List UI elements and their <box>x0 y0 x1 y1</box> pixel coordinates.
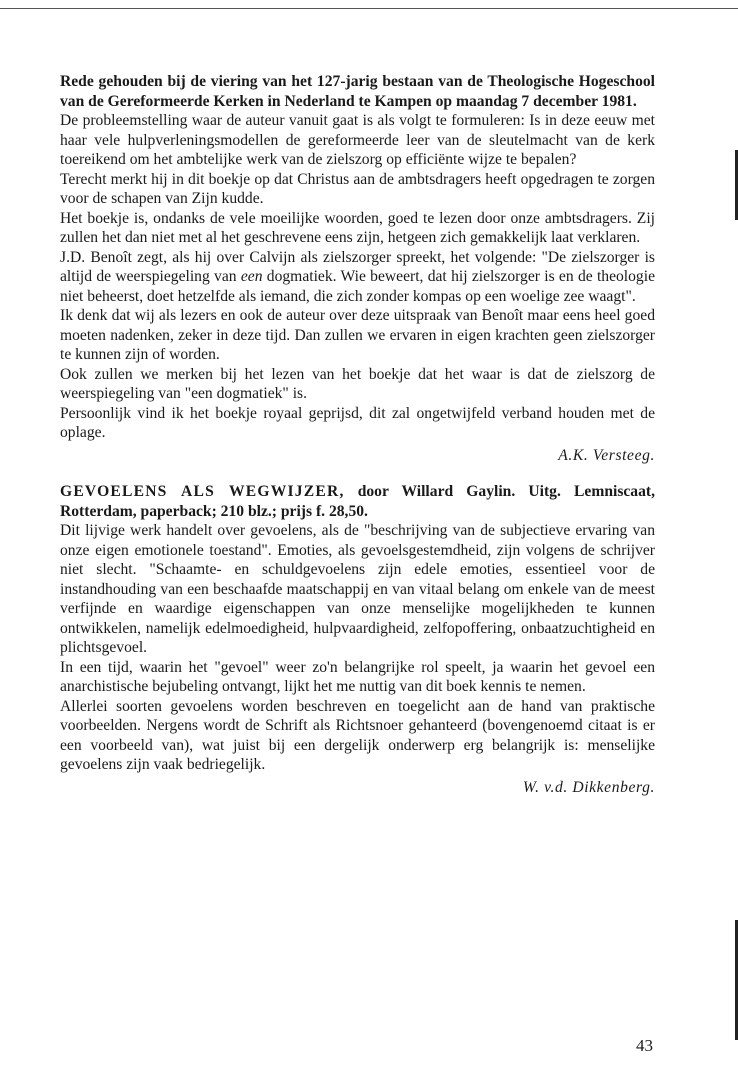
review-1-signature: A.K. Versteeg. <box>558 446 655 464</box>
review-1-paragraph: Ik denk dat wij als lezers en ook de auteur over deze uitspraak van Benoît maar eens heel goed moeten nadenken, zeker in deze tijd. Dan zullen we ervaren in eigen krachten geen zielszorger te kunnen zijn of worden. <box>60 307 655 363</box>
review-1-paragraph: Ook zullen we merken bij het lezen van het boekje dat het waar is dat de zielszorg de weerspiegeling van "een dogmatiek" is. <box>60 365 655 402</box>
page-content <box>60 72 655 797</box>
review-2-paragraph: In een tijd, waarin het "gevoel" weer zo'n belangrijke rol speelt, ja waarin het gevoel een anarchistische bejubeling ontvangt, lijkt het me nuttig van dit boek kennis te nemen. <box>60 658 655 695</box>
review-1-heading: Rede gehouden bij de viering van het 127-jarig bestaan van de Theologische Hogeschool van de Gereformeerde Kerken in Nederland te Kampen op maandag 7 december 1981. <box>60 73 655 110</box>
review-1-quote-paragraph <box>60 248 655 307</box>
quote-text-after: dogmatiek. Wie beweert, dat hij zielszorger is en de theologie niet beheerst, doet hetzelfde als iemand, die zich zonder kompas op een woelige zee waagt". <box>60 268 655 305</box>
review-2-heading-details: door Willard Gaylin. Uitg. Lemniscaat, Rotterdam, paperback; 210 blz.; prijs f. 28,50. <box>60 483 655 520</box>
top-rule <box>0 8 738 9</box>
page-number: 43 <box>636 1036 653 1055</box>
review-2-paragraph: Allerlei soorten gevoelens worden beschreven en toegelicht aan de hand van praktische voorbeelden. Nergens wordt de Schrift als Richtsnoer gehanteerd (bovengenoemd citaat is er een voorbeeld van), wat juist bij een dergelijk onderwerp erg belangrijk is: menselijke gevoelens zijn vaak bedriegelijk. <box>60 697 655 773</box>
review-2-heading <box>60 482 655 521</box>
review-1-paragraph: Terecht merkt hij in dit boekje op dat Christus aan de ambtsdragers heeft opgedragen te zorgen voor de schapen van Zijn kudde. <box>60 170 655 207</box>
review-1-paragraph: De probleemstelling waar de auteur vanuit gaat is als volgt te formuleren: Is in deze eeuw met haar vele hulpverleningsmodellen de gereformeerde leer van de sleutelmacht van de kerk toereikend om het ambtelijke werk van de zielszorg op efficiënte wijze te bepalen? <box>60 112 655 168</box>
section-gap <box>60 465 655 482</box>
review-1 <box>60 72 655 465</box>
review-2 <box>60 482 655 797</box>
review-1-paragraph: Persoonlijk vind ik het boekje royaal geprijsd, dit zal ongetwijfeld verband houden met de oplage. <box>60 404 655 441</box>
review-2-signature: W. v.d. Dikkenberg. <box>522 778 655 796</box>
review-2-title: GEVOELENS ALS WEGWIJZER, <box>60 483 345 500</box>
quote-text-before: J.D. Benoît zegt, als hij over Calvijn als zielszorger spreekt, het volgende: "De zielszorger is altijd de weerspiegeling van <box>60 248 655 285</box>
quote-emphasis: een <box>240 268 263 285</box>
review-1-paragraph: Het boekje is, ondanks de vele moeilijke woorden, goed te lezen door onze ambtsdragers. Zij zullen het dan niet met al het geschrevene eens zijn, hetgeen zich gemakkelijk laat verklaren. <box>60 209 655 246</box>
review-2-paragraph: Dit lijvige werk handelt over gevoelens, als de "beschrijving van de subjectieve ervaring van onze eigen emotionele toestand". Emoties, als gevoelsgestemdheid, zijn volgens de schrijver niet slecht. "Schaamte- en schuldgevoelens zijn edele emoties, essentieel voor de instandhouding van een beschaafde maatschappij en van vitaal belang om enkele van de meest verfijnde en waardige eigenschappen van onze menselijke mogelijkheden te kunnen ontwikkelen, namelijk edelmoedigheid, hulpvaardigheid, zelfopoffering, onbaatzuchtigheid en plichtsgevoel. <box>60 522 655 656</box>
